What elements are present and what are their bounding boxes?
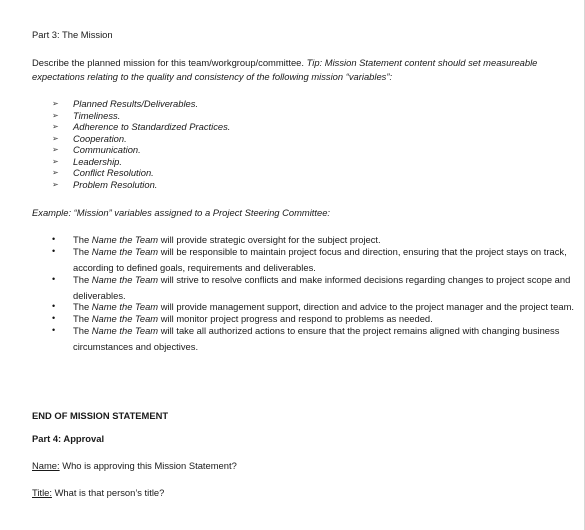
arrow-bullet-icon: ➢ [52, 110, 59, 120]
bullet-icon: • [52, 274, 56, 284]
approval-title-line [32, 487, 164, 498]
example-item-prefix: The [73, 301, 92, 312]
arrow-bullet-icon: ➢ [52, 122, 59, 131]
mission-variable-item: Cooperation. [73, 132, 127, 144]
intro-text: Describe the planned mission for this team/workgroup/committee. [32, 57, 307, 68]
approval-name-line [32, 460, 237, 471]
example-item-prefix: The [73, 313, 92, 324]
name-label: Name: [32, 460, 60, 471]
example-item-text: will strive to resolve conflicts and make informed decisions regarding changes to project scope and [158, 274, 571, 285]
example-item [73, 234, 381, 245]
title-label: Title: [32, 487, 52, 498]
example-item [73, 313, 433, 324]
name-prompt: Who is approving this Mission Statement? [59, 460, 237, 471]
intro-tip: Tip: Mission Statement content should set measureable [306, 57, 538, 68]
intro-line-1 [32, 57, 537, 68]
team-name-placeholder: Name the Team [91, 325, 159, 336]
example-item-text: will provide strategic oversight for the subject project. [158, 234, 381, 245]
arrow-bullet-icon: ➢ [52, 145, 59, 154]
example-item-prefix: The [73, 234, 92, 245]
mission-variable-item: Problem Resolution. [73, 178, 158, 190]
mission-variable-item: Conflict Resolution. [73, 167, 154, 178]
example-item-text: will be responsible to maintain project focus and direction, ensuring that the project stays on track, [158, 246, 567, 257]
example-item [73, 246, 567, 257]
arrow-bullet-icon: ➢ [52, 99, 59, 108]
team-name-placeholder: Name the Team [91, 246, 159, 257]
end-of-mission-statement: END OF MISSION STATEMENT [32, 410, 169, 421]
example-item-prefix: The [73, 274, 92, 285]
mission-variable-item: Leadership. [73, 155, 122, 167]
team-name-placeholder: Name the Team [91, 274, 159, 285]
example-item-text: will take all authorized actions to ensure that the project remains aligned with changing business [158, 325, 560, 336]
example-item-prefix: The [73, 325, 92, 336]
arrow-bullet-icon: ➢ [52, 179, 59, 189]
bullet-icon: • [52, 301, 56, 311]
example-item-continuation: according to defined goals, requirements and deliverables. [73, 262, 316, 273]
example-item-text: will monitor project progress and respond to problems as needed. [158, 313, 433, 324]
intro-line-2: expectations relating to the quality and consistency of the following mission “variables”: [32, 71, 393, 82]
arrow-bullet-icon: ➢ [52, 133, 59, 143]
bullet-icon: • [52, 325, 56, 335]
example-heading: Example: “Mission” variables assigned to a Project Steering Committee: [32, 207, 331, 218]
example-item-continuation: circumstances and objectives. [73, 341, 199, 352]
bullet-icon: • [52, 313, 56, 323]
mission-variable-item: Planned Results/Deliverables. [73, 98, 199, 109]
mission-variable-item: Communication. [73, 144, 141, 155]
example-item [73, 274, 570, 285]
mission-variable-item: Timeliness. [73, 109, 121, 121]
example-item [73, 301, 574, 312]
example-item-text: will provide management support, direction and advice to the project manager and the project team. [158, 301, 574, 312]
bullet-icon: • [52, 246, 56, 256]
arrow-bullet-icon: ➢ [52, 168, 59, 177]
part3-heading: Part 3: The Mission [32, 29, 113, 40]
team-name-placeholder: Name the Team [91, 234, 159, 245]
example-item-prefix: The [73, 246, 92, 257]
example-item-continuation: deliverables. [73, 290, 126, 301]
arrow-bullet-icon: ➢ [52, 156, 59, 166]
team-name-placeholder: Name the Team [91, 313, 159, 324]
team-name-placeholder: Name the Team [91, 301, 159, 312]
title-prompt: What is that person’s title? [51, 487, 165, 498]
mission-variable-item: Adherence to Standardized Practices. [73, 121, 231, 132]
example-item [73, 325, 559, 336]
part4-heading: Part 4: Approval [32, 433, 105, 444]
bullet-icon: • [52, 234, 56, 244]
